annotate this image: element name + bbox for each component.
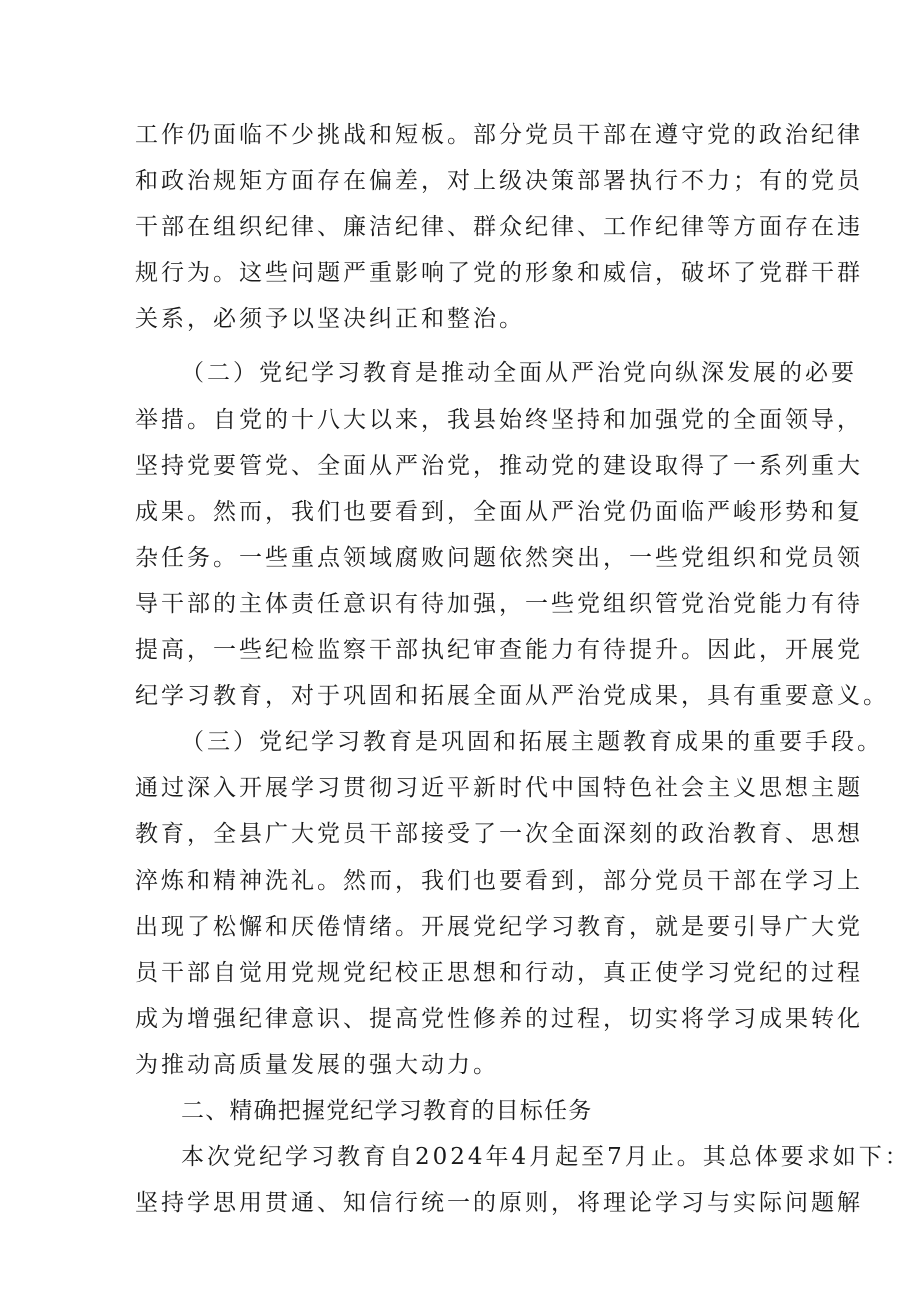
text-line: 坚持党要管党、全面从严治党，推动党的建设取得了一系列重大 [135,452,863,479]
text-line: 教育，全县广大党员干部接受了一次全面深刻的政治教育、思想 [135,821,863,848]
text-line: 举措。自党的十八大以来，我县始终坚持和加强党的全面领导， [135,406,863,433]
text-line: 提高，一些纪检监察干部执纪审查能力有待提升。因此，开展党 [135,637,863,664]
paragraph-gap [135,342,795,350]
text-line: 成果。然而，我们也要看到，全面从严治党仍面临严峻形势和复 [135,498,863,525]
text-line: 本次党纪学习教育自2024年4月起至7月止。其总体要求如下： [181,1144,911,1171]
text-line: 工作仍面临不少挑战和短板。部分党员干部在遵守党的政治纪律 [135,122,863,148]
text-line: 成为增强纪律意识、提高党性修养的过程，切实将学习成果转化 [135,1005,863,1032]
document-page [135,112,911,1226]
text-line: 出现了松懈和厌倦情绪。开展党纪学习教育，就是要引导广大党 [135,913,863,940]
text-line: 员干部自觉用党规党纪校正思想和行动，真正使学习党纪的过程 [135,959,863,986]
paragraph-2 [135,350,889,719]
text-line: 淬炼和精神洗礼。然而，我们也要看到，部分党员干部在学习上 [135,867,863,894]
text-line: 纪学习教育，对于巩固和拓展全面从严治党成果，具有重要意义。 [135,683,889,710]
text-line: 规行为。这些问题严重影响了党的形象和威信，破坏了党群干群 [135,260,863,287]
text-line: 杂任务。一些重点领域腐败问题依然突出，一些党组织和党员领 [135,544,863,571]
section-heading: 二、精确把握党纪学习教育的目标任务 [181,1097,593,1124]
text-line: 干部在组织纪律、廉洁纪律、群众纪律、工作纪律等方面存在违 [135,214,863,241]
text-line: 为推动高质量发展的强大动力。 [135,1051,499,1078]
text-line: 导干部的主体责任意识有待加强，一些党组织管党治党能力有待 [135,590,863,617]
text-line: （三）党纪学习教育是巩固和拓展主题教育成果的重要手段。 [181,729,883,756]
paragraph-1 [135,112,863,342]
text-line: 关系，必须予以坚决纠正和整治。 [135,306,525,333]
text-line: 和政治规矩方面存在偏差，对上级决策部署执行不力；有的党员 [135,168,863,195]
paragraph-3 [135,719,883,1088]
paragraph-4 [135,1134,911,1226]
text-line: （二）党纪学习教育是推动全面从严治党向纵深发展的必要 [181,360,857,387]
text-line: 通过深入开展学习贯彻习近平新时代中国特色社会主义思想主题 [135,775,863,802]
text-line: 坚持学思用贯通、知信行统一的原则，将理论学习与实际问题解 [135,1190,863,1217]
